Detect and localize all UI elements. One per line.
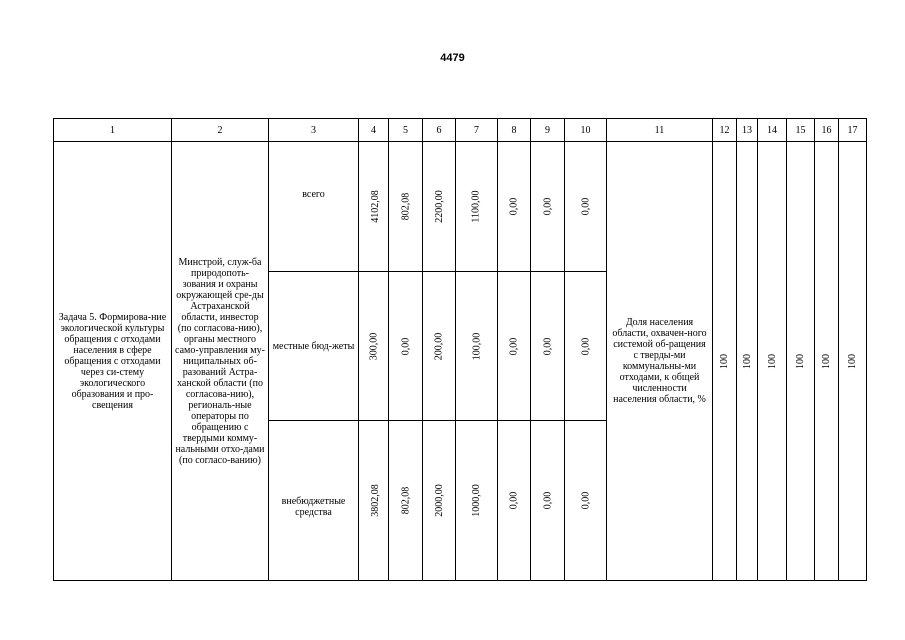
value-label: 0,00 bbox=[508, 337, 520, 355]
header-cell: 15 bbox=[787, 119, 815, 142]
task-text: Задача 5. Формирова-ние экологической культуры обращения с отходами населения в сфере обращения с отходами через си-стему экологического образования и про-свещения bbox=[58, 311, 167, 411]
value-label: 300,00 bbox=[368, 332, 379, 360]
target-cell bbox=[737, 142, 758, 581]
source-label: всего bbox=[302, 189, 325, 200]
source-cell bbox=[269, 272, 359, 421]
value-label: 2000,00 bbox=[433, 484, 445, 517]
header-cell: 9 bbox=[531, 119, 565, 142]
header-cell: 8 bbox=[498, 119, 531, 142]
value-cell bbox=[359, 272, 389, 421]
header-cell: 7 bbox=[456, 119, 498, 142]
table-row bbox=[54, 142, 867, 272]
target-cell bbox=[758, 142, 787, 581]
value-cell bbox=[456, 272, 498, 421]
value-label: 0,00 bbox=[400, 337, 411, 355]
executors-text: Минстрой, служ-ба природопоть-зования и охраны окружающей сре-ды Астраханской области, инвестор (по согласова-нию), органы местного само-управления му-ниципальных об-разований Астра-ханской области (по согласова-нию), региональ-ные операторы по обращению с твердыми комму-нальными отхо-дами (по согласо-ванию) bbox=[175, 256, 265, 466]
value-cell bbox=[359, 142, 389, 272]
target-value: 100 bbox=[795, 353, 806, 369]
value-cell bbox=[423, 421, 456, 581]
value-label: 4102,08 bbox=[369, 190, 381, 223]
value-cell bbox=[498, 142, 531, 272]
header-cell: 16 bbox=[815, 119, 839, 142]
source-label: местные бюд-жеты bbox=[272, 340, 355, 352]
value-label: 1000,00 bbox=[471, 484, 482, 517]
value-label: 0,00 bbox=[508, 197, 520, 216]
header-cell: 12 bbox=[713, 119, 737, 142]
value-cell bbox=[359, 421, 389, 581]
value-label: 0,00 bbox=[580, 197, 591, 216]
value-label: 100,00 bbox=[471, 332, 482, 360]
header-cell: 3 bbox=[269, 119, 359, 142]
header-cell: 1 bbox=[54, 119, 172, 142]
indicator-text: Доля населения области, охвачен-ного системой об-ращения с тверды-ми коммунальны-ми отходами, к общей численности населения области, % bbox=[612, 317, 707, 405]
target-value: 100 bbox=[821, 353, 832, 369]
header-row bbox=[54, 119, 867, 142]
value-cell bbox=[423, 272, 456, 421]
value-cell bbox=[389, 142, 423, 272]
indicator-cell bbox=[607, 142, 713, 581]
source-cell bbox=[269, 142, 359, 272]
header-cell: 4 bbox=[359, 119, 389, 142]
value-label: 3802,08 bbox=[369, 484, 381, 517]
value-cell bbox=[565, 421, 607, 581]
target-cell bbox=[713, 142, 737, 581]
header-cell: 6 bbox=[423, 119, 456, 142]
header-cell: 10 bbox=[565, 119, 607, 142]
value-label: 802,08 bbox=[400, 486, 411, 515]
value-cell bbox=[565, 142, 607, 272]
program-table bbox=[53, 118, 867, 581]
target-cell bbox=[839, 142, 867, 581]
value-cell bbox=[389, 421, 423, 581]
header-cell: 17 bbox=[839, 119, 867, 142]
target-value: 100 bbox=[766, 353, 778, 369]
value-cell bbox=[456, 142, 498, 272]
target-cell bbox=[815, 142, 839, 581]
value-cell bbox=[423, 142, 456, 272]
header-cell: 14 bbox=[758, 119, 787, 142]
page-number: 4479 bbox=[440, 52, 465, 64]
executors-cell bbox=[172, 142, 269, 581]
value-cell bbox=[498, 421, 531, 581]
value-label: 0,00 bbox=[542, 337, 553, 355]
target-cell bbox=[787, 142, 815, 581]
target-value: 100 bbox=[847, 353, 858, 369]
value-label: 200,00 bbox=[433, 332, 445, 360]
header-cell: 2 bbox=[172, 119, 269, 142]
target-value: 100 bbox=[741, 353, 753, 369]
header-cell: 5 bbox=[389, 119, 423, 142]
value-cell bbox=[565, 272, 607, 421]
value-cell bbox=[531, 142, 565, 272]
value-cell bbox=[389, 272, 423, 421]
value-label: 2200,00 bbox=[433, 190, 445, 223]
task-cell bbox=[54, 142, 172, 581]
source-label: внебюджетные средства bbox=[281, 495, 346, 518]
value-label: 0,00 bbox=[542, 491, 553, 510]
value-label: 0,00 bbox=[508, 491, 520, 510]
value-label: 0,00 bbox=[542, 197, 553, 216]
value-cell bbox=[531, 272, 565, 421]
value-label: 1100,00 bbox=[470, 190, 482, 223]
value-label: 0,00 bbox=[580, 337, 591, 355]
header-cell: 11 bbox=[607, 119, 713, 142]
value-cell bbox=[456, 421, 498, 581]
header-cell: 13 bbox=[737, 119, 758, 142]
value-cell bbox=[498, 272, 531, 421]
source-cell bbox=[269, 421, 359, 581]
value-cell bbox=[531, 421, 565, 581]
value-label: 0,00 bbox=[580, 491, 591, 510]
target-value: 100 bbox=[719, 353, 730, 369]
value-label: 802,08 bbox=[400, 192, 411, 221]
